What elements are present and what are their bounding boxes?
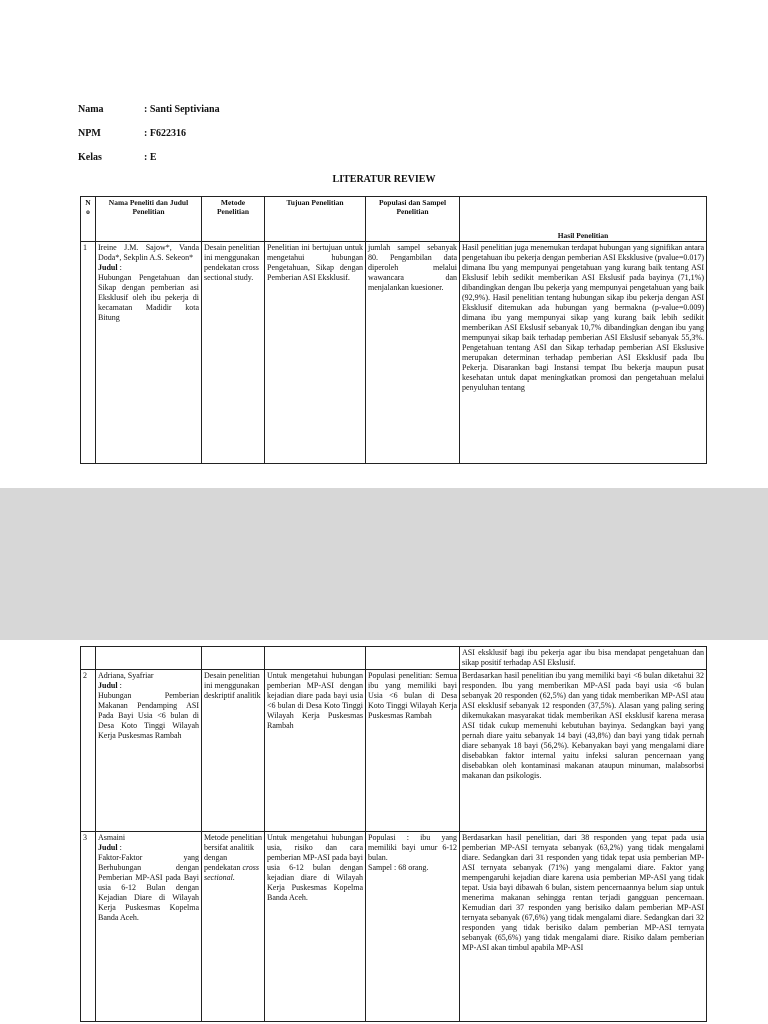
table-row xyxy=(81,242,707,464)
page-2 xyxy=(0,640,768,1024)
hasil-continued-cell: ASI eksklusif bagi ibu pekerja agar ibu bisa mendapat pengetahuan dan sikap positif terhadap ASI Ekslusif. xyxy=(460,647,707,670)
author-cell: Asmaini Judul : Faktor-Faktor yang Berhubungan dengan Pemberian MP-ASI pada Bayi usia 6-12 Bulan dengan Kejadian Diare di Wilayah Kerja Puskesmas Kopelma Banda Aceh. xyxy=(96,832,202,1022)
authors: Adriana, Syafriar xyxy=(98,671,154,680)
hasil-cell: Hasil penelitian juga menemukan terdapat hubungan yang signifikan antara pengetahuan ibu pekerja dengan pemberian ASI Eksklusive (pvalue=0.017) dimana Ibu yang mempunyai pengetahuan yang kurang baik tentang ASI Ekslusif lebih sedikit memberikan ASI Ekslusif pada bayinya (71,1%) dibandingkan dengan Ibu pekerja yang mempunyai pengetahuan yang baik (92,9%). Hasil penelitian tentang hubungan sikap ibu pekerja dengan ASI Eksklusif ditemukan ada hubungan yang bermakna (p-value=0.009) dimana ibu yang mempunyai sikap yang kurang baik lebih sedikit memberikan ASI Ekslusif sebanyak 10,7% dibandingkan dengan ibu yang mempunyai sikap baik terhadap pemberian ASI Ekslusif sebanyak 55,3%. Pengetahuan tentang ASI dan Sikap terhadap pemberian ASI Ekslusive merupakan determinan terhadap pemberian ASI Eksklusif pada Ibu Pekerja. Disarankan bagi Instansi tempat Ibu bekerja maupun pusat kesehatan untuk dapat meningkatkan promosi dan pengetahuan melalui penyuluhan tentang xyxy=(460,242,707,464)
tujuan-cell: Untuk mengetahui hubungan usia, risiko dan cara pemberian MP-ASI pada bayi usia 6-12 bulan dengan kejadian diare di Wilayah Kerja Puskesmas Kopelma Banda Aceh. xyxy=(265,832,366,1022)
populasi-cell xyxy=(366,832,460,1022)
literature-table-page-1 xyxy=(80,196,707,464)
tujuan-cell: Penelitian ini bertujuan untuk mengetahui hubungan Pengetahuan, Sikap dengan Pemberian ASI Eksklusif. xyxy=(265,242,366,464)
authors: Ireine J.M. Sajow*, Vanda Doda*, Sekplin A.S. Sekeon* xyxy=(98,243,199,262)
row-number: 1 xyxy=(81,242,96,464)
populasi-cell: jumlah sampel sebanyak 80. Pengambilan data diperoleh melalui wawancara dan menjalankan kuesioner. xyxy=(366,242,460,464)
row-number: 3 xyxy=(81,832,96,1022)
empty-cell xyxy=(366,647,460,670)
empty-cell xyxy=(202,647,265,670)
table-row xyxy=(81,832,707,1022)
author-cell: Ireine J.M. Sajow*, Vanda Doda*, Sekplin A.S. Sekeon* Judul : Hubungan Pengetahuan dan Sikap dengan pemberian asi Eksklusif oleh ibu pekerja di kecamatan Madidir kota Bitung xyxy=(96,242,202,464)
nama-value: : Santi Septiviana xyxy=(144,104,220,115)
col-no-header: N o xyxy=(81,197,96,242)
authors: Asmaini xyxy=(98,833,126,842)
page-1 xyxy=(0,0,768,488)
col-hasil-header: Hasil Penelitian xyxy=(460,197,707,242)
literature-table-page-2 xyxy=(80,646,707,1022)
col-metode-header: Metode Penelitian xyxy=(202,197,265,242)
row-number: 2 xyxy=(81,670,96,832)
judul-text: Hubungan Pemberian Makanan Pendamping ASI Pada Bayi Usia <6 bulan di Desa Koto Tinggi Wilayah Kerja Puskesmas Rambah xyxy=(98,691,199,740)
kelas-label: Kelas xyxy=(78,152,102,163)
empty-cell xyxy=(265,647,366,670)
populasi-cell: Populasi penelitian: Semua ibu yang memiliki bayi Usia <6 bulan di Desa Koto Tinggi Wilayah Kerja Puskesmas Rambah xyxy=(366,670,460,832)
table-row xyxy=(81,647,707,670)
judul-label: Judul xyxy=(98,263,118,272)
empty-cell xyxy=(81,647,96,670)
kelas-value: : E xyxy=(144,152,157,163)
judul-text: Faktor-Faktor yang Berhubungan dengan Pemberian MP-ASI pada Bayi usia 6-12 Bulan dengan Kejadian Diare di Wilayah Kerja Puskesmas Kopelma Banda Aceh. xyxy=(98,853,199,922)
col-populasi-header: Populasi dan Sampel Penelitian xyxy=(366,197,460,242)
table-row xyxy=(81,670,707,832)
document-title: LITERATUR REVIEW xyxy=(332,174,436,185)
metode-cell xyxy=(202,832,265,1022)
metode-cell: Desain penelitian ini menggunakan pendekatan cross sectional study. xyxy=(202,242,265,464)
col-tujuan-header: Tujuan Penelitian xyxy=(265,197,366,242)
empty-cell xyxy=(96,647,202,670)
nama-label: Nama xyxy=(78,104,104,115)
populasi-text: Populasi : ibu yang memiliki bayi umur 6-12 bulan. xyxy=(368,833,457,862)
sampel-text: Sampel : 68 orang. xyxy=(368,863,429,872)
judul-label: Judul xyxy=(98,843,118,852)
hasil-cell: Berdasarkan hasil penelitian ibu yang memiliki bayi <6 bulan diketahui 32 responden. Ibu yang memberikan MP-ASI pada bayi usia <6 bulan sebanyak 20 responden (62,5%) dan yang tidak memberikan MP-ASI atau ASI eksklusif sebanyak 12 responden (37,5%). Alasan yang paling sering dikemukakan masyarakat tidak memberikan ASI eksklusif karena merasa ASI tidak cukup memenuhi kebutuhan bayinya. Sedangkan bayi yang pernah diare yaitu sebanyak 14 bayi (43,8%) dan bayi yang tidak pernah diare sebanyak 18 bayi (56,2%). Kebanyakan bayi yang mengalami diare disebabkan faktor internal yaitu infeksi saluran pencernaan yang disebabkan oleh kontaminasi makanan ataupun minuman, malabsorbsi makanan dan psikologis. xyxy=(460,670,707,832)
metode-italic: cross sectional. xyxy=(204,863,260,882)
metode-text: Metode penelitian bersifat analitik dengan pendekatan xyxy=(204,833,262,872)
author-cell: Adriana, Syafriar Judul : Hubungan Pemberian Makanan Pendamping ASI Pada Bayi Usia <6 bulan di Desa Koto Tinggi Wilayah Kerja Puskesmas Rambah xyxy=(96,670,202,832)
hasil-cell: Berdasarkan hasil penelitian, dari 38 responden yang tepat pada usia pemberian MP-ASI ternyata sebanyak (63,2%) yang tidak mengalami diare. Sedangkan dari 31 responden yang tidak tepat usia pemberian MP-ASI ternyata sebanyak (71%) yang mengalami diare. Faktor yang mempengaruhi kejadian diare karena usia pemberian MP-ASI yang tidak tepat. Usia bayi dibawah 6 bulan, sistem pencernaannya belum siap untuk menerima makanan sehingga rentan terjadi gangguan pencernaan. Kemudian dari 37 responden yang berisiko dalam pemberian MP-ASI ternyata sebanyak (67,6%) yang tidak mengalami diare. Sedangkan dari 32 responden yang tidak berisiko dalam pemberian MP-ASI ternyata sebanyak (65,6%) yang tidak mengalami diare. Risiko dalam pemberian MP-ASI akan timbul apabila MP-ASI xyxy=(460,832,707,1022)
metode-cell: Desain penelitian ini menggunakan deskriptif analitik xyxy=(202,670,265,832)
judul-label: Judul xyxy=(98,681,118,690)
judul-text: Hubungan Pengetahuan dan Sikap dengan pemberian asi Eksklusif oleh ibu pekerja di kecamatan Madidir kota Bitung xyxy=(98,273,199,322)
table-header-row xyxy=(81,197,707,242)
npm-label: NPM xyxy=(78,128,101,139)
col-nama-header: Nama Peneliti dan Judul Penelitian xyxy=(96,197,202,242)
tujuan-cell: Untuk mengetahui hubungan pemberian MP-ASI dengan kejadian diare pada bayi usia <6 bulan di Desa Koto Tinggi Wilayah Kerja Puskesmas Rambah xyxy=(265,670,366,832)
npm-value: : F622316 xyxy=(144,128,186,139)
